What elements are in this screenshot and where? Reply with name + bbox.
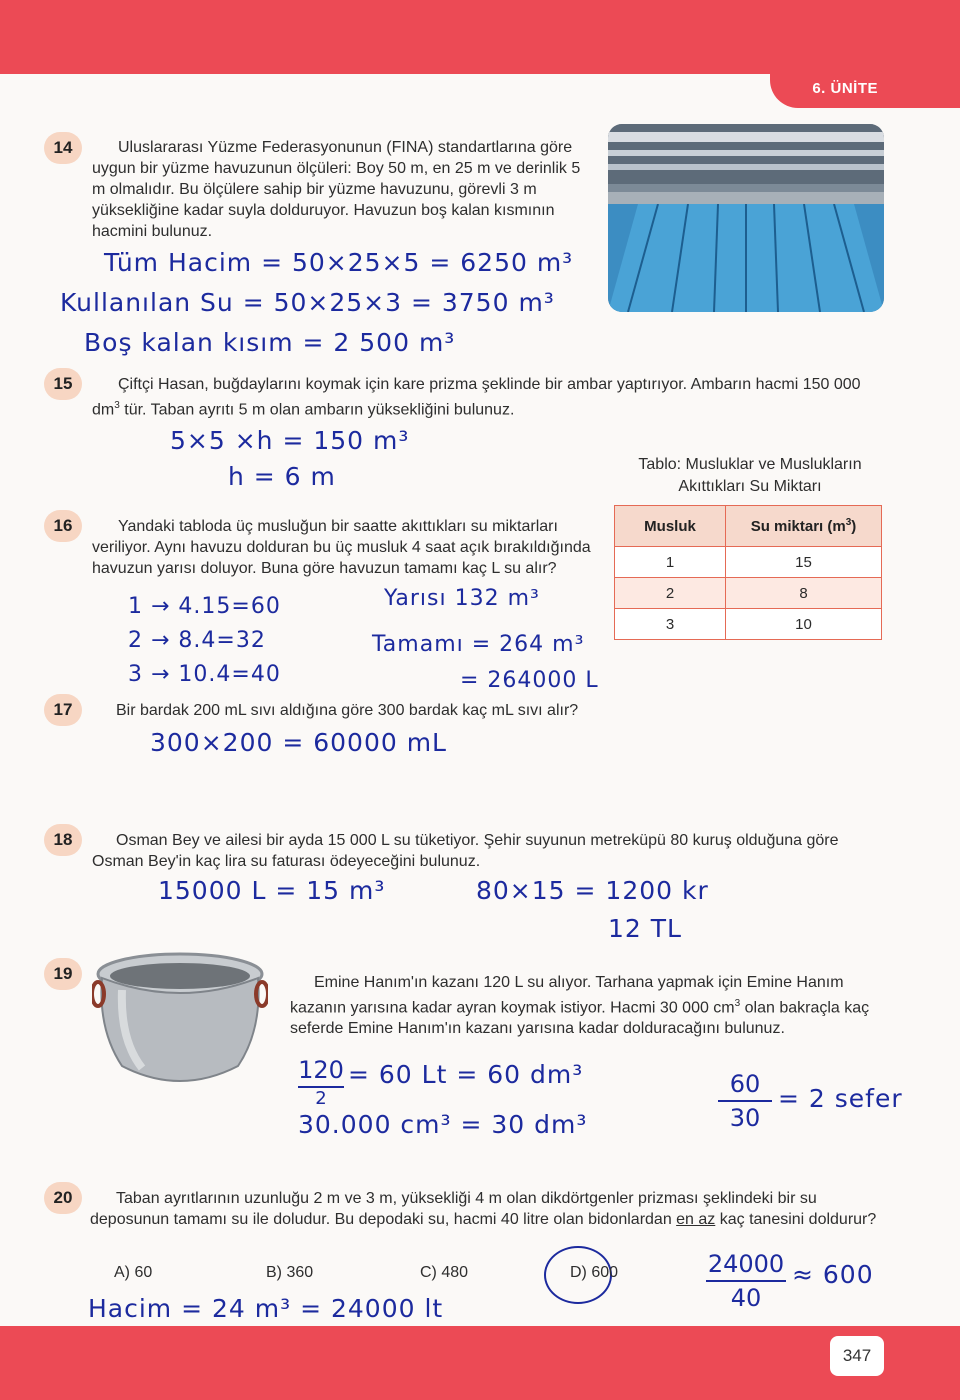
question-number-16: 16	[44, 510, 82, 542]
question-19-text: Emine Hanım'ın kazanı 120 L su alıyor. Tarhana yapmak için Emine Hanım kazanın yarısına kadar ayran koymak istiyor. Hacmi 30 000 $cm^3$ olan bakraçla kaç seferde Emine Hanım'ın kazanı yarısına kadar dolduracağını bulunuz.	[290, 974, 870, 1038]
table-caption: Tablo: Musluklar ve Muslukların Akıttıkları Su Miktarı	[638, 456, 862, 495]
question-number-15: 15	[44, 368, 82, 400]
page-number: 347	[830, 1336, 884, 1376]
q16-handwriting-6: = 264000 L	[460, 668, 599, 693]
question-number-17: 17	[44, 694, 82, 726]
question-14-text: Uluslararası Yüzme Federasyonunun (FINA) standartlarına göre uygun bir yüzme havuzunun ölçüleri: Boy 50 m, en 25 m ve derinlik 5 m olmalıdır. Bu ölçülere sahip bir yüzme havuzunu, görevli 3 m yüksekliğine kadar suyla dolduruyor. Havuzun boş kalan kısmının hacmini bulunuz.	[92, 139, 581, 240]
q18-handwriting-3: 12 TL	[608, 914, 682, 943]
q20-handwriting-1: ≈ 600	[792, 1260, 874, 1289]
table-cell: 8	[726, 578, 882, 609]
q19-fraction-2	[718, 1070, 772, 1132]
table-header-row	[615, 506, 882, 547]
table-cell: 2	[615, 578, 726, 609]
question-number-20: 20	[44, 1182, 82, 1214]
q14-handwriting-1: Tüm Hacim = 50×25×5 = 6250 m³	[104, 248, 574, 277]
q15-handwriting-2: h = 6 m	[228, 462, 336, 491]
table-row	[615, 609, 882, 640]
table-header-musluk: Musluk	[615, 506, 726, 547]
q19-fraction-2-numerator: 60	[729, 1070, 761, 1098]
q18-handwriting-2: 80×15 = 1200 kr	[476, 876, 709, 905]
table-row	[615, 547, 882, 578]
q19-handwriting-1: = 60 Lt = 60 dm³	[348, 1060, 584, 1089]
question-number-19: 19	[44, 958, 82, 990]
q15-handwriting-1: 5×5 ×h = 150 m³	[170, 426, 410, 455]
q14-handwriting-2: Kullanılan Su = 50×25×3 = 3750 m³	[60, 288, 555, 317]
q19-fraction-1-numerator: 120	[298, 1056, 344, 1084]
q18-handwriting-1: 15000 L = 15 m³	[158, 876, 386, 905]
q16-handwriting-2: 2 → 8.4=32	[128, 628, 266, 653]
table-cell: 1	[615, 547, 726, 578]
top-band	[0, 0, 960, 74]
question-20-text: Taban ayrıtlarının uzunluğu 2 m ve 3 m, yüksekliği 4 m olan dikdörtgenler prizması şeklindeki bir su deposunun tamamı su ile doludur. Bu depodaki su, hacmi 40 litre olan bidonlardan en az kaç tanesini doldurur?	[90, 1190, 877, 1228]
question-number-14: 14	[44, 132, 82, 164]
q16-handwriting-5: Tamamı = 264 m³	[372, 632, 585, 657]
unit-label: 6. ÜNİTE	[812, 80, 878, 97]
option-d[interactable]: D) 600	[570, 1264, 619, 1281]
swimming-pool-image	[608, 124, 884, 312]
option-b[interactable]: B) 360	[266, 1264, 314, 1281]
q20-fraction-denominator: 40	[730, 1284, 762, 1312]
table-cell: 10	[726, 609, 882, 640]
q19-fraction-2-denominator: 30	[729, 1104, 761, 1132]
table-header-su-miktari: Su miktarı $(m^3)$	[726, 506, 882, 547]
question-15-text: Çiftçi Hasan, buğdaylarını koymak için kare prizma şeklinde bir ambar yaptırıyor. Ambarın hacmi 150 000 $dm^3$ tür. Taban ayrıtı 5 m olan ambarın yüksekliğini bulunuz.	[92, 376, 861, 419]
q14-handwriting-3: Boş kalan kısım = 2 500 m³	[84, 328, 456, 357]
cauldron-image	[92, 950, 268, 1090]
q16-handwriting-1: 1 → 4.15=60	[128, 594, 281, 619]
option-a[interactable]: A) 60	[114, 1264, 153, 1281]
q19-handwriting-3: = 2 sefer	[778, 1084, 903, 1113]
question-16-text: Yandaki tabloda üç musluğun bir saatte akıttıkları su miktarları veriliyor. Aynı havuzu dolduran bu üç musluk 4 saat açık bırakıldığında havuzun yarısı doluyor. Buna göre havuzun tamamı kaç L su alır?	[92, 518, 591, 577]
question-17-text: Bir bardak 200 mL sıvı aldığına göre 300 bardak kaç mL sıvı alır?	[116, 702, 579, 719]
q16-handwriting-4: Yarısı 132 m³	[384, 586, 540, 611]
q16-handwriting-3: 3 → 10.4=40	[128, 662, 281, 687]
q19-fraction-1	[298, 1056, 344, 1108]
bottom-band	[0, 1326, 960, 1400]
question-18-text: Osman Bey ve ailesi bir ayda 15 000 L su tüketiyor. Şehir suyunun metreküpü 80 kuruş olduğuna göre Osman Bey'in kaç lira su faturası ödeyeceğini bulunuz.	[92, 832, 839, 870]
q19-handwriting-2: 30.000 cm³ = 30 dm³	[298, 1110, 588, 1139]
question-number-18: 18	[44, 824, 82, 856]
musluk-table	[614, 505, 882, 640]
q17-handwriting-1: 300×200 = 60000 mL	[150, 728, 447, 757]
option-c[interactable]: C) 480	[420, 1264, 469, 1281]
q20-handwriting-2: Hacim = 24 m³ = 24000 lt	[88, 1294, 444, 1323]
table-cell: 15	[726, 547, 882, 578]
table-cell: 3	[615, 609, 726, 640]
q19-fraction-1-denominator: 2	[315, 1088, 327, 1109]
q20-fraction-numerator: 24000	[707, 1250, 785, 1278]
q20-fraction	[706, 1250, 786, 1312]
table-row	[615, 578, 882, 609]
